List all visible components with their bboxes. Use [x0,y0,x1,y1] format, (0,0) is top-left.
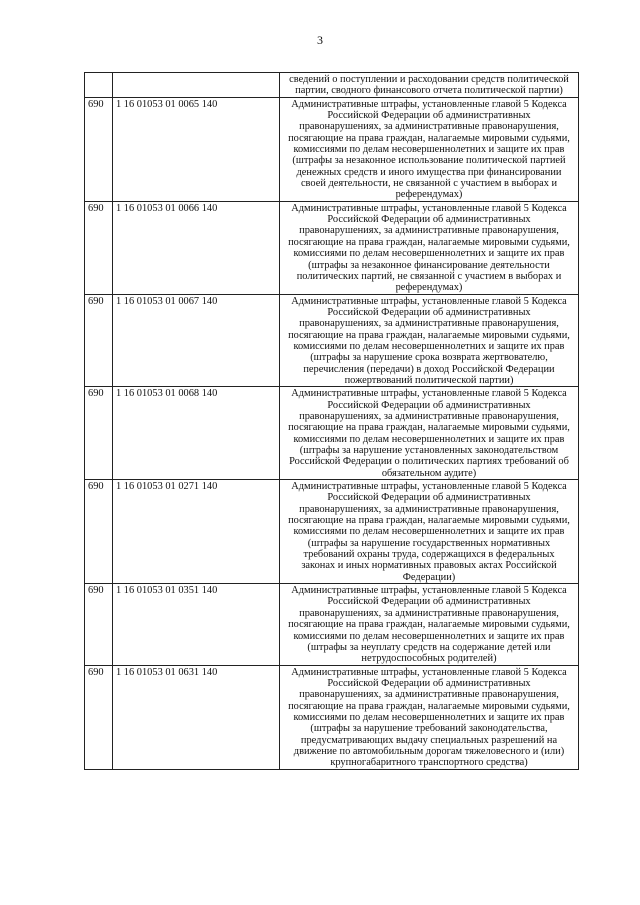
description-line: Российской Федерации об административных [327,596,531,608]
description-line: комиссиями по делам несовершеннолетних и защите их прав [293,248,565,260]
description-line: комиссиями по делам несовершеннолетних и защите их прав [293,433,565,445]
description-cell [280,665,579,769]
description-line: комиссиями по делам несовершеннолетних и защите их прав [293,144,565,156]
description-line: правонарушениях, за административные правонарушения, [299,225,559,237]
description-line: правонарушениях, за административные правонарушения, [299,410,559,422]
description-line: комиссиями по делам несовершеннолетних и защите их прав [293,630,565,642]
description-line: посягающие на права граждан, налагаемые мировыми судьями, [288,422,570,434]
budget-classification-code-cell: 1 16 01053 01 0351 140 [113,584,280,665]
description-line: Административные штрафы, установленные главой 5 Кодекса [291,98,567,110]
description-line: перечисления (передачи) в доход Российской Федерации [303,363,555,375]
description-cell [280,387,579,480]
administrator-code-cell: 690 [85,480,113,584]
description-line: законах и иных нормативных правовых актах Российской [301,560,557,572]
description-line: своей деятельности, не связанной с участием в выборах и [300,178,558,190]
description-line: Административные штрафы, установленные главой 5 Кодекса [291,295,567,307]
description-line: Российской Федерации об административных [327,110,531,122]
administrator-code-cell: 690 [85,97,113,201]
description-line: Федерации) [402,571,456,583]
description-line: правонарушениях, за административные правонарушения, [299,121,559,133]
description-line: посягающие на права граждан, налагаемые мировыми судьями, [288,515,570,527]
description-line: (штрафы за нарушение установленных законодательством [299,445,559,456]
description-cell [280,294,579,387]
description-line: Российской Федерации о политических партиях требований об [289,456,569,468]
description-line: посягающие на права граждан, налагаемые мировыми судьями, [288,700,570,712]
description-cell [280,201,579,294]
table-row [85,97,579,201]
budget-classification-code-cell: 1 16 01053 01 0067 140 [113,294,280,387]
description-line: движение по автомобильным дорогам тяжеловесного и (или) [293,745,565,757]
description-line: обязательном аудите) [381,467,477,479]
description-line: пожертвований политической партии) [344,374,514,386]
administrator-code-cell: 690 [85,584,113,665]
description-line: правонарушениях, за административные правонарушения, [299,607,559,619]
description-line: Российской Федерации об административных [327,399,531,411]
description-line: предусматривающих выдачу специальных разрешений на [300,734,558,746]
description-cell [280,480,579,584]
budget-classification-code-cell: 1 16 01053 01 0631 140 [113,665,280,769]
description-line: посягающие на права граждан, налагаемые мировыми судьями, [288,329,570,341]
description-line: Административные штрафы, установленные главой 5 Кодекса [291,585,567,597]
description-line: крупногабаритного транспортного средства) [330,757,528,769]
table-row [85,387,579,480]
budget-classification-code-cell: 1 16 01053 01 0065 140 [113,97,280,201]
description-line: Российской Федерации об административных [327,306,531,318]
administrator-code-cell [85,73,113,98]
description-line: требований охраны труда, содержащихся в федеральных [303,549,555,561]
administrator-code-cell: 690 [85,665,113,769]
description-line: Российской Федерации об административных [327,214,531,226]
table-row [85,480,579,584]
administrator-code-cell: 690 [85,201,113,294]
description-line: комиссиями по делам несовершеннолетних и защите их прав [293,340,565,352]
description-line: посягающие на права граждан, налагаемые мировыми судьями, [288,132,570,144]
administrator-code-cell: 690 [85,294,113,387]
table-row [85,665,579,769]
budget-classification-code-cell: 1 16 01053 01 0066 140 [113,201,280,294]
budget-classification-code-cell [113,73,280,98]
description-line: (штрафы за нарушение требований законодательства, [310,723,548,735]
description-line: правонарушениях, за административные правонарушения, [299,318,559,330]
description-line: Административные штрафы, установленные главой 5 Кодекса [291,202,567,214]
description-line: референдумах) [395,282,463,294]
description-line: референдумах) [395,189,463,201]
description-cell [280,73,579,98]
table-row [85,294,579,387]
description-line: комиссиями по делам несовершеннолетних и защите их прав [293,526,565,538]
table-body [85,73,579,770]
budget-classification-code-cell: 1 16 01053 01 0068 140 [113,387,280,480]
description-line: Российской Федерации об административных [327,677,531,689]
description-line: Административные штрафы, установленные главой 5 Кодекса [291,481,567,493]
description-line: денежных средств и иного имущества при финансировании [296,166,562,178]
table-row [85,584,579,665]
budget-codes-table [84,72,579,770]
description-cell [280,97,579,201]
description-line: посягающие на права граждан, налагаемые мировыми судьями, [288,619,570,631]
description-line: нетрудоспособных родителей) [361,653,497,665]
description-line: Административные штрафы, установленные главой 5 Кодекса [291,666,567,678]
description-line: Административные штрафы, установленные главой 5 Кодекса [291,388,567,400]
description-line: (штрафы за незаконное использование политической партией [292,155,566,167]
description-line: правонарушениях, за административные правонарушения, [299,503,559,515]
description-line: посягающие на права граждан, налагаемые мировыми судьями, [288,236,570,248]
table-row [85,73,579,98]
budget-classification-code-cell: 1 16 01053 01 0271 140 [113,480,280,584]
description-line: политических партий, не связанной с участием в выборах и [296,270,562,282]
administrator-code-cell: 690 [85,387,113,480]
table-row [85,201,579,294]
description-line: Российской Федерации об административных [327,492,531,504]
description-line: сведений о поступлении и расходовании средств политической [289,74,569,85]
description-line: комиссиями по делам несовершеннолетних и защите их прав [293,711,565,723]
page-number: 3 [317,33,323,47]
description-line: (штрафы за нарушение срока возврата жертвователю, [310,352,548,364]
description-line: (штрафы за незаконное финансирование деятельности [308,259,550,271]
description-line: правонарушениях, за административные правонарушения, [299,689,559,701]
description-line: партии, сводного финансового отчета политической партии) [295,85,563,97]
description-line: (штрафы за неуплату средств на содержание детей или [307,641,551,653]
description-cell [280,584,579,665]
description-line: (штрафы за нарушение государственных нормативных [307,537,551,549]
